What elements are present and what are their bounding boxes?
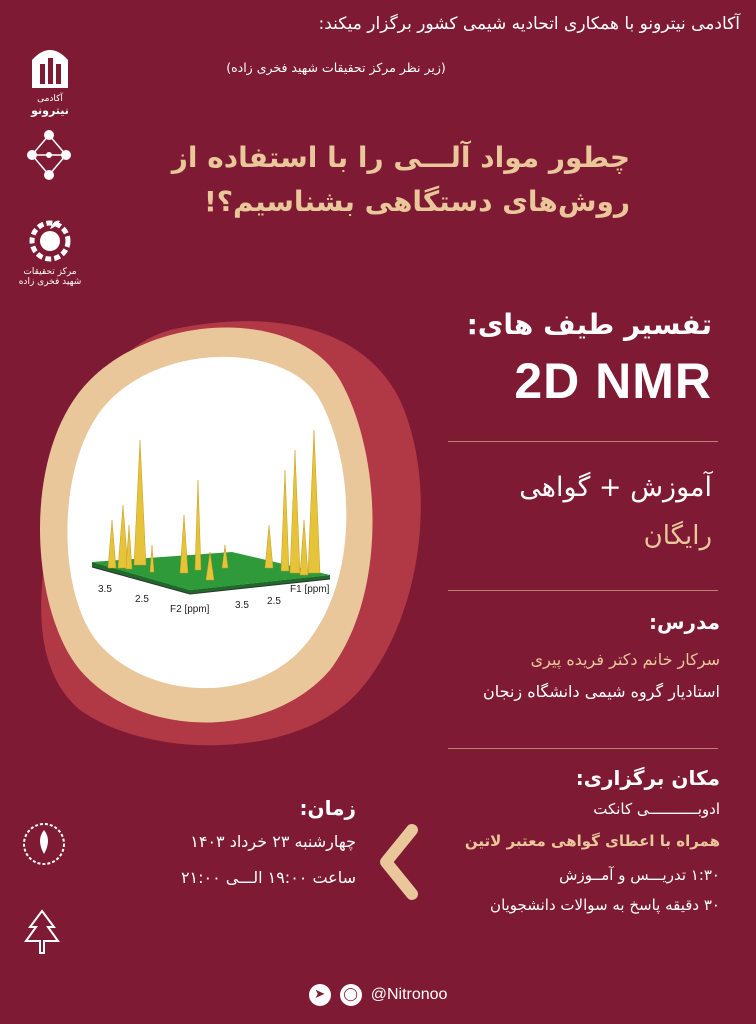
research-center-logo xyxy=(10,215,90,287)
headline-line2: روش‌های دستگاهی بشناسیم؟! xyxy=(203,185,630,218)
venue-heading: مکان برگزاری: xyxy=(575,766,720,790)
gear-apple-icon xyxy=(26,215,74,263)
academy-logo-line1: آکادمی xyxy=(37,94,63,104)
academy-logo xyxy=(10,40,90,117)
academy-logo-icon xyxy=(28,40,72,90)
tree-icon xyxy=(14,905,70,961)
f2-tick-1: 3.5 xyxy=(98,584,112,595)
instructor-title: استادیار گروه شیمی دانشگاه زنجان xyxy=(483,682,720,701)
divider xyxy=(448,441,718,442)
time-date: چهارشنبه ۲۳ خرداد ۱۴۰۳ xyxy=(190,832,356,851)
f2-tick-2: 2.5 xyxy=(135,594,149,605)
supervision-line: (زیر نظر مرکز تحقیقات شهید فخری زاده) xyxy=(226,60,446,75)
venue-qa: ۳۰ دقیقه پاسخ به سوالات دانشجویان xyxy=(490,896,720,914)
university-logo-2 xyxy=(14,905,74,965)
f1-axis-label: F1 [ppm] xyxy=(290,584,330,595)
f2-axis-label: F2 [ppm] xyxy=(170,604,210,615)
telegram-icon[interactable]: ➤ xyxy=(309,984,331,1006)
chevron-left-icon xyxy=(374,822,424,902)
research-logo-line1: مرکز تحقیقات xyxy=(23,267,77,277)
f1-tick-2: 2.5 xyxy=(267,596,281,607)
instructor-heading: مدرس: xyxy=(648,610,720,634)
f1-tick-1: 3.5 xyxy=(235,600,249,611)
headline xyxy=(70,136,630,224)
venue-name: ادوبـــــــــــی کانکت xyxy=(593,800,720,818)
instructor-name: سرکار خانم دکتر فریده پیری xyxy=(530,650,720,669)
research-logo-line2: شهید فخری زاده xyxy=(18,277,82,287)
intro-line: آکادمی نیترونو با همکاری اتحادیه شیمی کشور برگزار میکند: xyxy=(318,14,740,34)
free-label: رایگان xyxy=(643,521,712,551)
white-blob xyxy=(67,357,346,688)
venue-certificate: همراه با اعطای گواهی معتبر لاتین xyxy=(464,832,720,850)
social-handle[interactable]: @Nitronoo xyxy=(370,986,448,1003)
academy-logo-line2: نیترونو xyxy=(31,104,69,117)
time-heading: زمان: xyxy=(299,796,356,820)
social-bar xyxy=(0,984,756,1006)
offer-line: آموزش + گواهی xyxy=(519,472,712,503)
time-hours: ساعت ۱۹:۰۰ الـــی ۲۱:۰۰ xyxy=(180,868,356,887)
topic-main: 2D NMR xyxy=(514,353,712,409)
divider xyxy=(448,748,718,749)
divider xyxy=(448,590,718,591)
instagram-icon[interactable]: ◯ xyxy=(340,984,362,1006)
headline-line1: چطور مواد آلـــی را با استفاده از xyxy=(171,141,630,174)
venue-teaching: ۱:۳۰ تدریـــس و آمــوزش xyxy=(559,866,720,884)
topic-label: تفسیر طیف های: xyxy=(466,308,712,341)
